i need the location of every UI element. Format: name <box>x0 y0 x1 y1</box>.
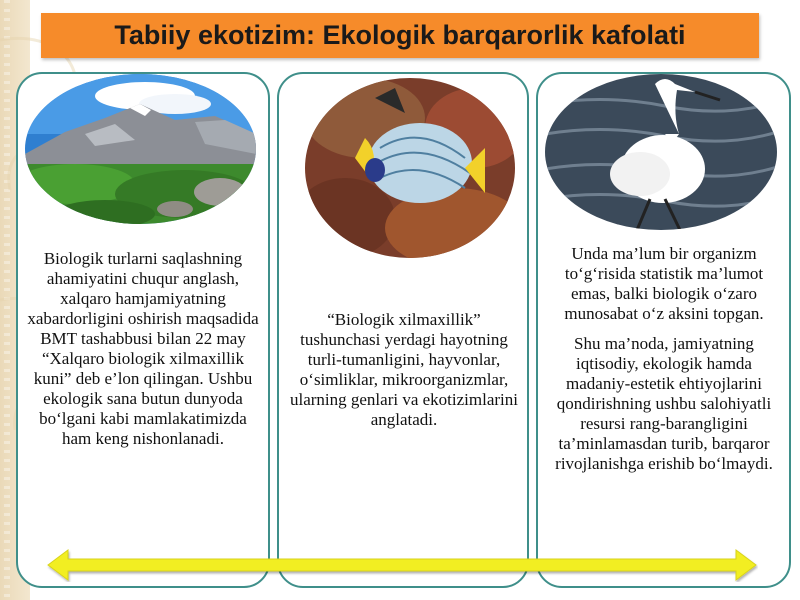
column-3-text <box>544 244 784 484</box>
mountain-landscape-image <box>25 74 256 224</box>
page-title: Tabiiy ekotizim: Ekologik barqarorlik kafolati <box>114 20 686 50</box>
angelfish-image <box>305 78 515 258</box>
title-banner <box>41 13 759 58</box>
white-egret-image <box>545 74 777 230</box>
column-1-text: Biologik turlarni saqlashning ahamiyatini chuqur anglash, xalqaro hamjamiyatning xabardorligini oshirish maqsadida BMT tashabbusi bilan 22 may “Xalqaro biologik xilmaxillik kuni” deb e’lon qilingan. Ushbu ekologik sana butun dunyoda bo‘lgani kabi mamlakatimizda ham keng nishonlanadi. <box>27 249 259 448</box>
column-3-paragraph-2: Shu ma’noda, jamiyatning iqtisodiy, ekologik hamda madaniy-estetik ehtiyojlarini qondirishning ushbu salohiyatli resursi rang-barangligini ta’minlamasdan turib, barqaror rivojlanishga erishib bo‘lmaydi. <box>555 334 773 473</box>
double-headed-arrow-icon <box>46 548 758 582</box>
column-2-text: “Biologik xilmaxillik” tushunchasi yerdagi hayotning turli-tumanligini, hayvonlar, o‘simliklar, mikroorganizmlar, ularning genlari va ekotizimlarini anglatadi. <box>289 310 518 429</box>
column-3-paragraph-1: Unda ma’lum bir organizm to‘g‘risida statistik ma’lumot emas, balki biologik o‘zaro munosabat o‘z aksini topgan. <box>564 244 764 323</box>
